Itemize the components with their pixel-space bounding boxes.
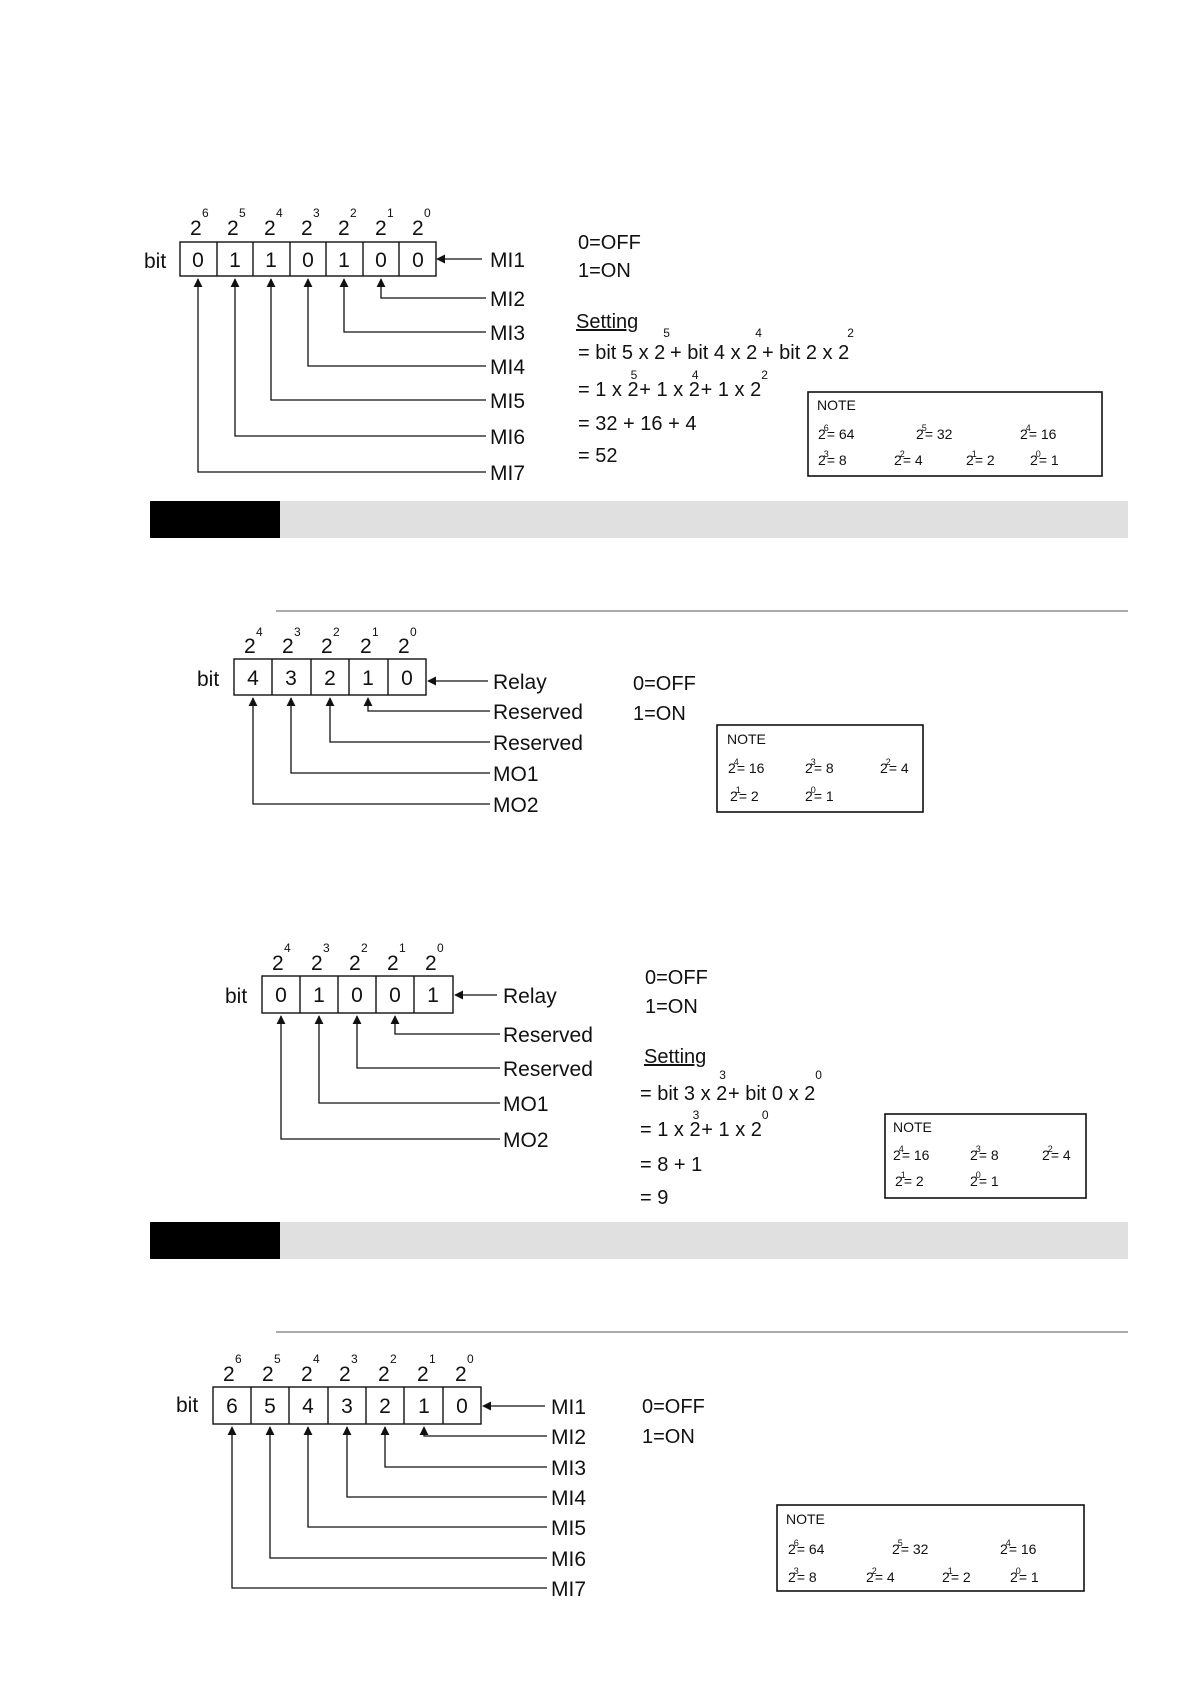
label-mi4: MI4	[551, 1487, 587, 1510]
setting-exponent: 5	[663, 326, 670, 340]
output-labels	[493, 671, 583, 817]
label-mo1: MO1	[503, 1093, 549, 1116]
bit-label: bit	[176, 1394, 199, 1417]
svg-text:23= 8: 23= 8	[818, 449, 847, 468]
bit-cell: 5	[264, 1395, 276, 1418]
setting-sum: = 8 + 1	[640, 1154, 703, 1176]
note-box	[808, 392, 1102, 476]
legend-off: 0=OFF	[633, 673, 696, 695]
bit-cell: 1	[418, 1395, 430, 1418]
connector-lines	[232, 1406, 547, 1588]
note-box	[717, 725, 923, 812]
legend-on: 1=ON	[645, 996, 698, 1018]
bit-cell: 0	[401, 667, 413, 690]
note-title: NOTE	[893, 1119, 932, 1135]
power-base: 2	[223, 1363, 235, 1386]
bit-cell: 1	[362, 667, 374, 690]
svg-text:23= 8: 23= 8	[788, 1566, 817, 1585]
svg-text:21= 2: 21= 2	[966, 449, 995, 468]
svg-text:20= 1: 20= 1	[805, 785, 834, 804]
power-base: 2	[425, 952, 437, 975]
svg-text:= bit 3 x 23+ bit 0 x 20	[640, 1068, 822, 1105]
bit-cell: 0	[456, 1395, 468, 1418]
svg-text:25= 32: 25= 32	[892, 1538, 929, 1557]
label-relay: Relay	[503, 985, 557, 1008]
setting-exponent: 0	[815, 1068, 822, 1082]
power-base: 2	[262, 1363, 274, 1386]
power-base: 2	[282, 635, 294, 658]
power-exponent: 3	[313, 206, 320, 220]
bit-cell: 0	[412, 249, 424, 272]
power-base: 2	[338, 217, 350, 240]
power-exponent: 5	[239, 206, 246, 220]
svg-text:21= 2: 21= 2	[895, 1170, 924, 1189]
bit-label: bit	[225, 985, 248, 1008]
note-title: NOTE	[786, 1511, 825, 1527]
connector-lines	[253, 681, 490, 804]
setting-exponent: 3	[719, 1068, 726, 1082]
setting-term: + bit 4 x 2	[669, 342, 758, 364]
setting-calculation	[578, 326, 854, 467]
svg-text:23= 8: 23= 8	[970, 1144, 999, 1163]
power-exponent: 1	[387, 206, 394, 220]
power-row-1	[190, 206, 431, 240]
bit-label: bit	[197, 668, 220, 691]
power-exponent: 0	[467, 1352, 474, 1366]
power-base: 2	[227, 217, 239, 240]
note-box	[885, 1114, 1086, 1198]
svg-text:22= 4: 22= 4	[880, 757, 909, 776]
svg-text:20= 1: 20= 1	[1030, 449, 1059, 468]
setting-exponent: 4	[755, 326, 762, 340]
power-exponent: 4	[256, 625, 263, 639]
power-base: 2	[417, 1363, 429, 1386]
setting-exponent: 2	[847, 326, 854, 340]
setting-term: = 1 x 2	[578, 379, 639, 401]
bit-cell: 1	[265, 249, 277, 272]
setting-result: = 52	[578, 445, 618, 467]
label-reserved: Reserved	[503, 1024, 593, 1047]
bit-cell: 0	[302, 249, 314, 272]
bit-cell: 1	[313, 984, 325, 1007]
setting-exponent: 4	[691, 368, 699, 382]
power-base: 2	[301, 1363, 313, 1386]
power-exponent: 0	[410, 625, 417, 639]
bit-cell: 4	[302, 1395, 314, 1418]
svg-text:21= 2: 21= 2	[942, 1566, 971, 1585]
setting-title: Setting	[644, 1046, 707, 1068]
bit-cell: 2	[379, 1395, 391, 1418]
power-base: 2	[244, 635, 256, 658]
legend-off: 0=OFF	[642, 1396, 705, 1418]
power-base: 2	[264, 217, 276, 240]
setting-title: Setting	[576, 311, 639, 333]
power-row-3	[272, 941, 444, 975]
setting-exponent: 5	[630, 368, 638, 382]
bit-cell: 0	[375, 249, 387, 272]
power-base: 2	[398, 635, 410, 658]
setting-term: + bit 2 x 2	[761, 342, 850, 364]
label-reserved: Reserved	[493, 732, 583, 755]
note-title: NOTE	[727, 731, 766, 747]
bit-values	[226, 1395, 468, 1418]
label-mi6: MI6	[551, 1548, 587, 1571]
bit-cell: 3	[341, 1395, 353, 1418]
svg-text:21= 2: 21= 2	[730, 785, 759, 804]
svg-text:23= 8: 23= 8	[805, 757, 834, 776]
power-exponent: 4	[313, 1352, 320, 1366]
connector-lines	[281, 995, 500, 1139]
label-mi5: MI5	[490, 390, 526, 413]
bit-cell: 2	[324, 667, 336, 690]
power-base: 2	[349, 952, 361, 975]
power-base: 2	[301, 217, 313, 240]
label-mi6: MI6	[490, 426, 526, 449]
svg-text:26= 64: 26= 64	[788, 1538, 825, 1557]
setting-exponent: 0	[761, 1108, 769, 1122]
diagram-2	[197, 625, 923, 817]
bit-cell: 0	[389, 984, 401, 1007]
power-base: 2	[311, 952, 323, 975]
svg-text:24= 16: 24= 16	[728, 757, 765, 776]
power-exponent: 3	[323, 941, 330, 955]
bit-cell: 4	[247, 667, 259, 690]
label-mi3: MI3	[490, 322, 526, 345]
legend-on: 1=ON	[633, 703, 686, 725]
power-exponent: 4	[284, 941, 291, 955]
power-base: 2	[375, 217, 387, 240]
section-band-2	[150, 1222, 1128, 1259]
power-exponent: 5	[274, 1352, 281, 1366]
svg-text:20= 1: 20= 1	[970, 1170, 999, 1189]
power-exponent: 1	[372, 625, 379, 639]
svg-text:22= 4: 22= 4	[866, 1566, 895, 1585]
setting-exponent: 3	[692, 1108, 700, 1122]
section-band-1	[150, 501, 1128, 538]
setting-term: + 1 x 2	[639, 379, 700, 401]
setting-result: = 9	[640, 1187, 669, 1209]
legend-on: 1=ON	[578, 260, 631, 282]
power-exponent: 2	[361, 941, 368, 955]
bit-cell: 1	[338, 249, 350, 272]
label-mi7: MI7	[551, 1578, 587, 1601]
bit-cell: 6	[226, 1395, 238, 1418]
power-base: 2	[360, 635, 372, 658]
label-mi5: MI5	[551, 1517, 587, 1540]
power-base: 2	[378, 1363, 390, 1386]
legend-off: 0=OFF	[578, 232, 641, 254]
setting-calculation	[640, 1068, 822, 1209]
setting-term: + 1 x 2	[701, 1119, 762, 1141]
power-row-4	[223, 1352, 474, 1386]
bit-cell: 1	[427, 984, 439, 1007]
svg-text:20= 1: 20= 1	[1010, 1566, 1039, 1585]
power-base: 2	[455, 1363, 467, 1386]
bit-cell: 3	[285, 667, 297, 690]
power-exponent: 2	[390, 1352, 397, 1366]
label-mi7: MI7	[490, 462, 526, 485]
note-title: NOTE	[817, 397, 856, 413]
bit-cell: 0	[351, 984, 363, 1007]
power-exponent: 0	[437, 941, 444, 955]
setting-term: = bit 3 x 2	[640, 1083, 728, 1105]
setting-term: = bit 5 x 2	[578, 342, 666, 364]
note-box	[777, 1505, 1084, 1591]
power-exponent: 3	[351, 1352, 358, 1366]
svg-text:25= 32: 25= 32	[916, 423, 953, 442]
label-mo2: MO2	[503, 1129, 549, 1152]
legend-on: 1=ON	[642, 1426, 695, 1448]
svg-text:24= 16: 24= 16	[1020, 423, 1057, 442]
bit-label: bit	[144, 250, 167, 273]
bit-cell: 1	[229, 249, 241, 272]
svg-text:= 1 x 25+ 1 x 24+ 1 x 22	[578, 368, 768, 401]
power-base: 2	[387, 952, 399, 975]
label-mi2: MI2	[490, 288, 526, 311]
power-exponent: 4	[276, 206, 283, 220]
bit-values	[192, 249, 424, 272]
bit-cell: 0	[192, 249, 204, 272]
power-exponent: 3	[294, 625, 301, 639]
input-labels	[551, 1396, 586, 1601]
power-exponent: 2	[350, 206, 357, 220]
power-exponent: 1	[429, 1352, 436, 1366]
setting-exponent: 2	[761, 368, 768, 382]
label-mo2: MO2	[493, 794, 539, 817]
label-mi2: MI2	[551, 1426, 587, 1449]
label-mi4: MI4	[490, 356, 526, 379]
diagram-4	[176, 1352, 1084, 1601]
label-mi1: MI1	[490, 249, 526, 272]
power-base: 2	[190, 217, 202, 240]
setting-term: = 1 x 2	[640, 1119, 701, 1141]
svg-text:22= 4: 22= 4	[1042, 1144, 1071, 1163]
power-base: 2	[272, 952, 284, 975]
label-mi1: MI1	[551, 1396, 587, 1419]
power-exponent: 6	[202, 206, 209, 220]
power-base: 2	[321, 635, 333, 658]
bit-cell: 0	[275, 984, 287, 1007]
label-mi3: MI3	[551, 1457, 587, 1480]
power-exponent: 6	[235, 1352, 242, 1366]
power-exponent: 2	[333, 625, 340, 639]
power-row-2	[244, 625, 417, 658]
svg-text:24= 16: 24= 16	[893, 1144, 930, 1163]
output-labels	[503, 985, 593, 1152]
setting-term: + bit 0 x 2	[727, 1083, 816, 1105]
power-base: 2	[412, 217, 424, 240]
svg-text:24= 16: 24= 16	[1000, 1538, 1037, 1557]
label-mo1: MO1	[493, 763, 539, 786]
power-exponent: 1	[399, 941, 406, 955]
input-labels	[490, 249, 525, 485]
power-exponent: 0	[424, 206, 431, 220]
svg-text:22= 4: 22= 4	[894, 449, 923, 468]
label-relay: Relay	[493, 671, 547, 694]
svg-text:26= 64: 26= 64	[818, 423, 855, 442]
setting-term: + 1 x 2	[700, 379, 762, 401]
diagram-1	[144, 206, 1102, 485]
diagram-3	[225, 941, 1086, 1209]
connector-lines	[198, 259, 486, 472]
label-reserved: Reserved	[503, 1058, 593, 1081]
label-reserved: Reserved	[493, 701, 583, 724]
setting-sum: = 32 + 16 + 4	[578, 413, 697, 435]
legend-off: 0=OFF	[645, 967, 708, 989]
power-base: 2	[339, 1363, 351, 1386]
svg-text:= 1 x 23+ 1 x 20	[640, 1108, 769, 1141]
